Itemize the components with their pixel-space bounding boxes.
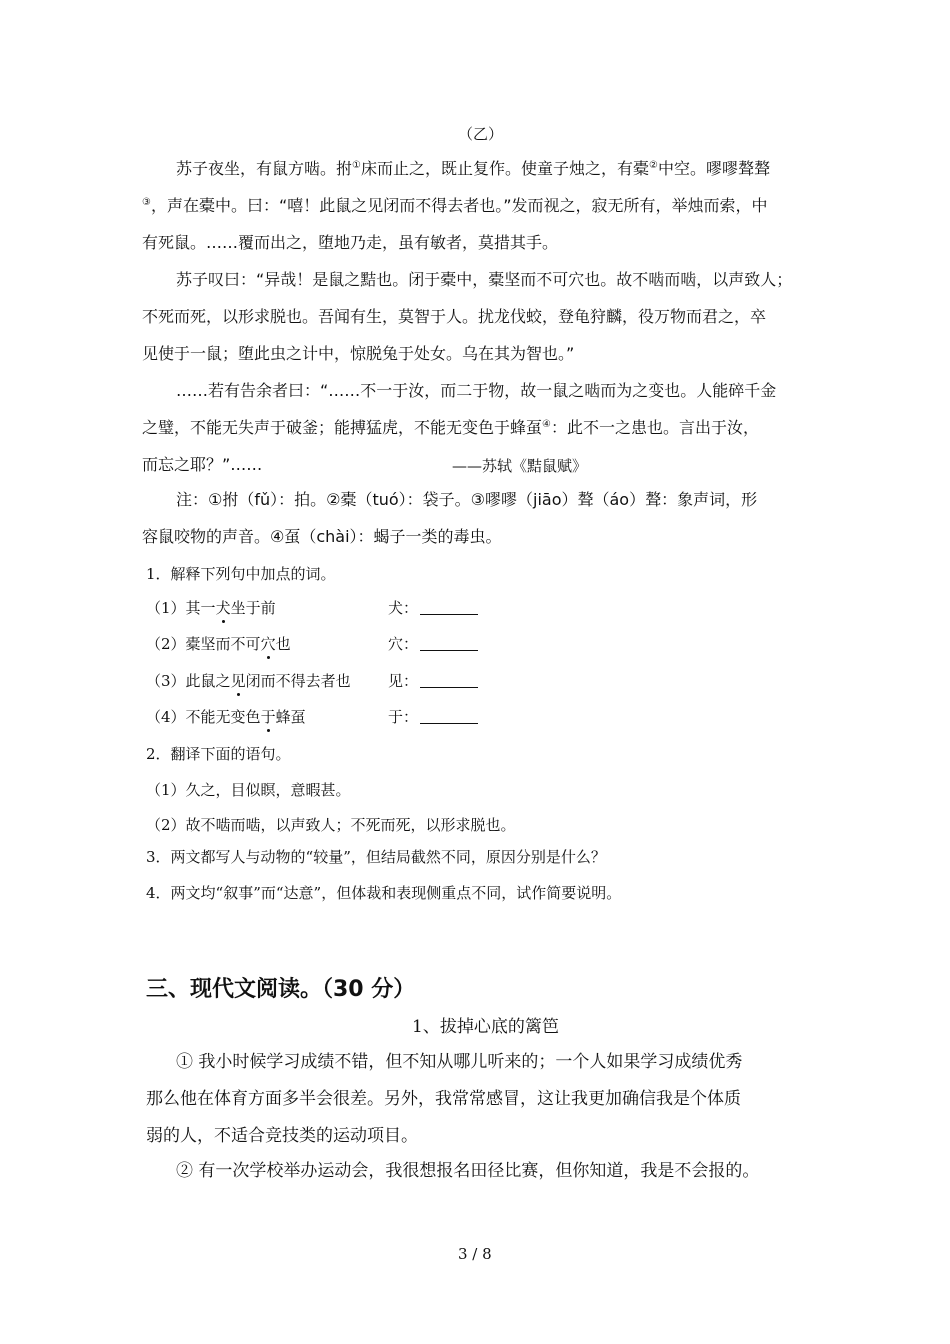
item-number: （3） — [146, 672, 186, 690]
answer-field[interactable] — [388, 670, 478, 692]
footnote-marker: ① — [352, 160, 361, 171]
text-segment: 其一 — [185, 599, 216, 617]
item-number: （1） — [146, 599, 186, 617]
question-1-title: 1．解释下列句中加点的词。 — [146, 565, 336, 583]
text-segment: 闭而不得去者也 — [245, 672, 351, 690]
passage-line: 见使于一鼠；堕此虫之计中，惊脱兔于处女。乌在其为智也。” — [142, 344, 575, 363]
article-line: ② 有一次学校举办运动会，我很想报名田径比赛，但你知道，我是不会报的。 — [176, 1161, 760, 1181]
answer-field[interactable] — [388, 597, 478, 619]
notes-line: 容鼠咬物的声音。④虿（chài）：蝎子一类的毒虫。 — [142, 527, 502, 546]
passage-line — [176, 158, 770, 180]
text-segment: 此鼠之 — [185, 672, 231, 690]
answer-field[interactable] — [388, 633, 478, 655]
passage-yi-title: （乙） — [458, 125, 504, 143]
passage-line — [142, 417, 759, 439]
text-segment: ：此不一之患也。言出于汝， — [550, 418, 759, 437]
text-segment: 苏子夜坐，有鼠方啮。拊 — [176, 159, 353, 178]
question-2-item: （2）故不啮而啮，以声致人；不死而死，以形求脱也。 — [146, 816, 516, 834]
question-1-item — [146, 597, 866, 619]
text-segment: 中空。嘐嘐聱聱 — [657, 159, 770, 178]
passage-line: 而忘之耶？”…… — [142, 455, 263, 474]
answer-label: 犬： — [388, 599, 419, 617]
text-segment: 床而止之，既止复作。使童子烛之，有橐 — [360, 159, 649, 178]
article-line: 那么他在体育方面多半会很差。另外，我常常感冒，这让我更加确信我是个体质 — [146, 1089, 741, 1109]
dotted-word: 犬 — [215, 599, 231, 617]
answer-label: 穴： — [388, 635, 419, 653]
question-3: 3．两文都写人与动物的“较量”，但结局截然不同，原因分别是什么？ — [146, 848, 606, 866]
answer-label: 于： — [388, 708, 419, 726]
dotted-word: 穴 — [260, 635, 276, 653]
article-line: 弱的人，不适合竞技类的运动项目。 — [146, 1126, 418, 1146]
answer-blank[interactable] — [420, 636, 478, 651]
item-number: （2） — [146, 635, 186, 653]
question-2-item: （1）久之，目似瞑，意暇甚。 — [146, 781, 351, 799]
page-number: 3 / 8 — [458, 1245, 492, 1263]
notes-line: 注：①拊（fǔ）：拍。②橐（tuó）：袋子。③嘐嘐（jiāo）聱（áo）聱：象声词，形 — [176, 490, 758, 509]
text-segment: 橐坚而不可 — [185, 635, 261, 653]
passage-line: ……若有告余者曰：“……不一于汝，而二于物，故一鼠之啮而为之变也。人能碎千金 — [176, 381, 777, 400]
text-segment: 之璧，不能无失声于破釜；能搏猛虎，不能无变色于蜂虿 — [142, 418, 543, 437]
item-number: （4） — [146, 708, 186, 726]
dotted-word: 见 — [230, 672, 246, 690]
text-segment: 也 — [275, 635, 291, 653]
dotted-word: 于 — [260, 708, 276, 726]
footnote-marker: ④ — [542, 419, 551, 430]
section-heading: 三、现代文阅读。（30 分） — [146, 977, 416, 1002]
footnote-marker: ② — [649, 160, 658, 171]
article-line: ① 我小时候学习成绩不错，但不知从哪儿听来的；一个人如果学习成绩优秀 — [176, 1052, 743, 1072]
question-4: 4．两文均“叙事”而“达意”，但体裁和表现侧重点不同，试作简要说明。 — [146, 884, 622, 902]
article-title: 1、拔掉心底的篱笆 — [412, 1017, 559, 1037]
passage-line: 苏子叹曰：“异哉！是鼠之黠也。闭于橐中，橐坚而不可穴也。故不啮而啮，以声致人； — [176, 270, 793, 289]
answer-label: 见： — [388, 672, 419, 690]
footnote-marker: ③ — [142, 197, 151, 208]
answer-blank[interactable] — [420, 673, 478, 688]
passage-line: 有死鼠。……覆而出之，堕地乃走，虽有敏者，莫措其手。 — [142, 233, 559, 252]
passage-attribution: ——苏轼《黠鼠赋》 — [452, 457, 588, 475]
question-1-item — [146, 706, 866, 728]
text-segment: 蜂虿 — [275, 708, 306, 726]
text-segment: ，声在橐中。曰：“嘻！此鼠之见闭而不得去者也。”发而视之，寂无所有，举烛而索，中 — [150, 196, 768, 215]
question-1-item — [146, 670, 866, 692]
text-segment: 不能无变色 — [185, 708, 261, 726]
passage-line — [142, 195, 768, 217]
passage-line: 不死而死，以形求脱也。吾闻有生，莫智于人。扰龙伐蛟，登龟狩麟，役万物而君之，卒 — [142, 307, 767, 326]
answer-blank[interactable] — [420, 709, 478, 724]
text-segment: 坐于前 — [230, 599, 276, 617]
question-2-title: 2．翻译下面的语句。 — [146, 745, 291, 763]
answer-blank[interactable] — [420, 600, 478, 615]
question-1-item — [146, 633, 866, 655]
answer-field[interactable] — [388, 706, 478, 728]
